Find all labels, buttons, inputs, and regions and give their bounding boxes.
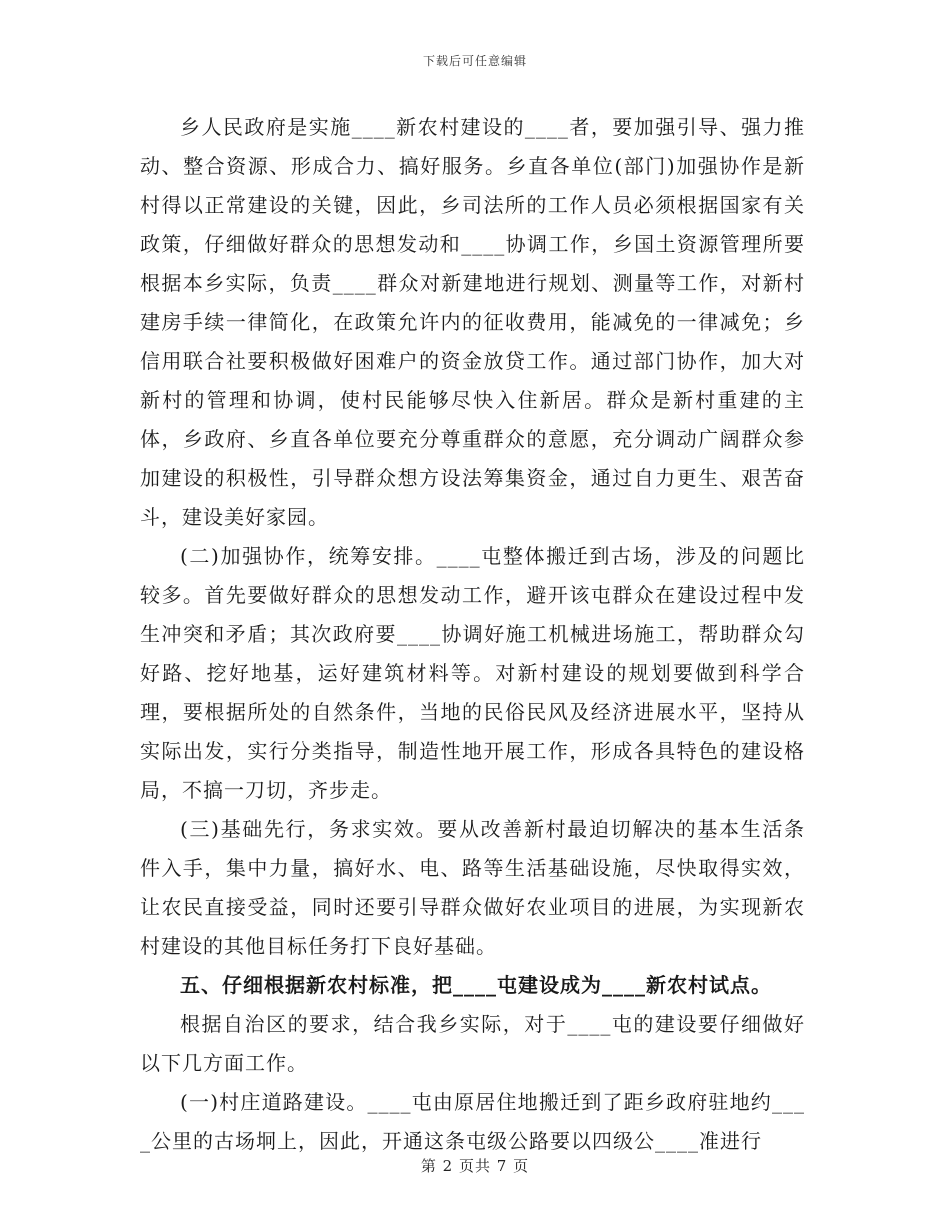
paragraph-township-government-role: 乡人民政府是实施____新农村建设的____者，要加强引导、强力推动、整合资源、形成合力、搞好服务。乡直各单位(部门)加强协作是新村得以正常建设的关键，因此，乡司法所的工作人员必须根据国家有关政策，仔细做好群众的思想发动和____协调工作，乡国土资源管理所要根据本乡实际，负责____群众对新建地进行规划、测量等工作，对新村建房手续一律简化，在政策允许内的征收费用，能减免的一律减免；乡信用联合社要积极做好困难户的资金放贷工作。通过部门协作，加大对新村的管理和协调，使村民能够尽快入住新居。群众是新村重建的主体，乡政府、乡直各单位要充分尊重群众的意愿，充分调动广阔群众参加建设的积极性，引导群众想方设法筹集资金，通过自力更生、艰苦奋斗，建设美好家园。 (140, 115, 805, 529)
page-header: 下载后可任意编辑 (422, 54, 527, 68)
paragraph-coordination-planning: (二)加强协作，统筹安排。____屯整体搬迁到古场，涉及的问题比较多。首先要做好群众的思想发动工作，避开该屯群众在建设过程中发生冲突和矛盾；其次政府要____协调好施工机械进场施工，帮助群众勾好路、挖好地基，运好建筑材料等。对新村建设的规划要做到科学合理，要根据所处的自然条件，当地的民俗民风及经济进展水平，坚持从实际出发，实行分类指导，制造性地开展工作，形成各具特色的建设格局，不搞一刀切，齐步走。 (140, 544, 805, 802)
paragraph-village-road-construction: (一)村庄道路建设。____屯由原居住地搬迁到了距乡政府驻地约____公里的古场坰上，因此，开通这条屯级公路要以四级公____准进行 (140, 1090, 805, 1153)
section-heading-five: 五、仔细根据新农村标准，把____屯建设成为____新农村试点。 (180, 973, 772, 997)
document-body (140, 108, 805, 1161)
paragraph-infrastructure-first: (三)基础先行，务求实效。要从改善新村最迫切解决的基本生活条件入手，集中力量，搞好水、电、路等生活基础设施，尽快取得实效，让农民直接受益，同时还要引导群众做好农业项目的进展，为实现新农村建设的其他目标任务打下良好基础。 (140, 817, 805, 958)
page-footer: 第 2 页共 7 页 (420, 1157, 530, 1175)
paragraph-autonomous-region-requirements: 根据自治区的要求，结合我乡实际，对于____屯的建设要仔细做好以下几方面工作。 (140, 1012, 805, 1075)
